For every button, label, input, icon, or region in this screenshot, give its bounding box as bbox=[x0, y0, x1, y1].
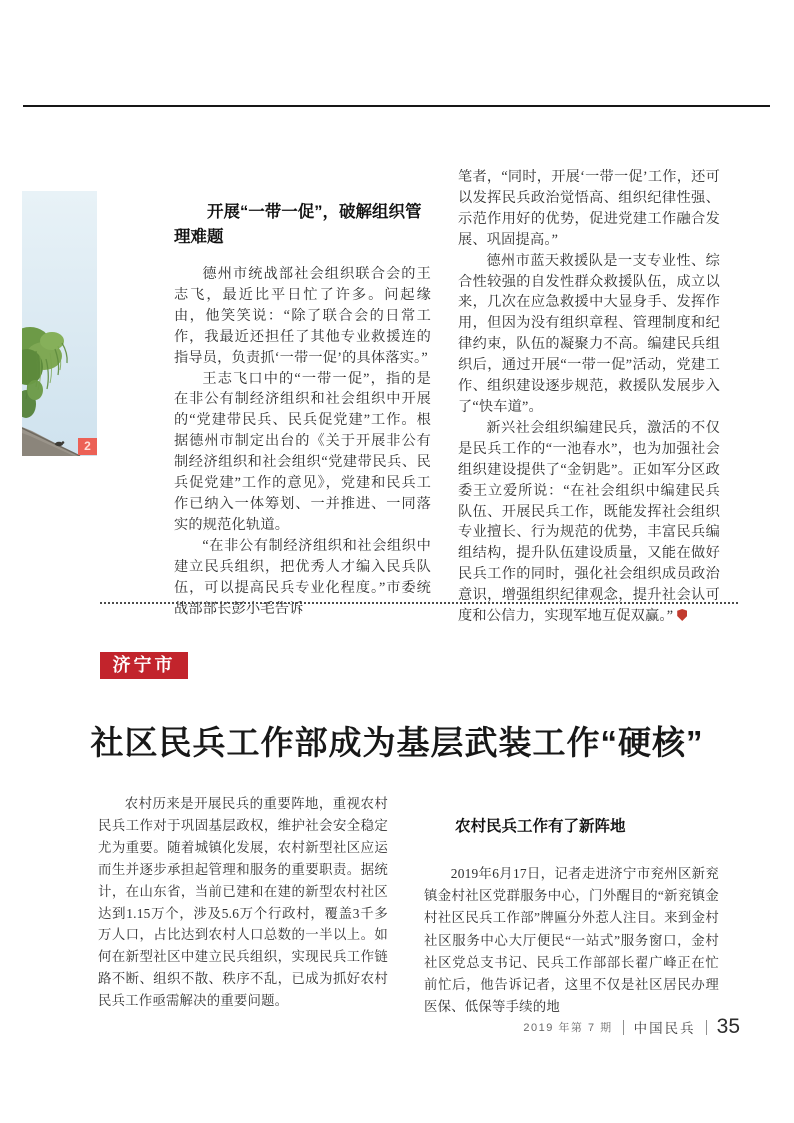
paragraph bbox=[458, 418, 720, 627]
paragraph: 德州市统战部社会组织联合会的王志飞，最近比平日忙了许多。问起缘由，他笑笑说：“除了联合会的日常工作，我最近还担任了其他专业救援连的指导员，负责抓‘一带一促’的具体落实。” bbox=[174, 266, 431, 366]
paragraph: “在非公有制经济组织和社会组织中建立民兵组织，把优秀人才编入民兵队伍，可以提高民兵专业化程度。”市委统战部部长彭小毛告诉 bbox=[174, 537, 431, 617]
paragraph: 2019年6月17日，记者走进济宁市兖州区新兖镇金村社区党群服务中心，门外醒目的“新兖镇金村社区民兵工作部”牌匾分外惹人注目。来到金村社区服务中心大厅便民“一站式”服务窗口，金村社区党总支书记、民兵工作部部长翟广峰正在忙前忙后，他告诉记者，这里不仅是社区居民办理医保、低保等手续的地 bbox=[424, 866, 719, 1015]
bottom-article-column-1 bbox=[98, 793, 388, 1012]
section-divider bbox=[100, 602, 738, 604]
photo-number-badge: 2 bbox=[78, 438, 97, 455]
footer-divider bbox=[623, 1020, 624, 1035]
footer-divider bbox=[706, 1020, 707, 1035]
sub-heading: 农村民兵工作有了新阵地 bbox=[455, 818, 626, 835]
footer-page-number: 35 bbox=[716, 1015, 740, 1038]
paragraph: 笔者，“同时，开展‘一带一促’工作，还可以发挥民兵政治觉悟高、组织纪律性强、示范作用好的优势，促进党建工作融合发展、巩固提高。” bbox=[458, 169, 720, 248]
bottom-article-column-2 bbox=[424, 816, 719, 1018]
page-footer bbox=[523, 1014, 740, 1040]
willow-photo-illustration bbox=[22, 191, 97, 456]
paragraph: 德州市蓝天救援队是一支专业性、综合性较强的自发性群众救援队伍，成立以来，几次在应急救援中大显身手、发挥作用，但因为没有组织章程、管理制度和纪律约束，队伍的凝聚力不高。编建民兵组织后，通过开展“一带一促”活动，党建工作、组织建设逐步规范，救援队发展步入了“快车道”。 bbox=[458, 252, 720, 415]
paragraph: 王志飞口中的“一带一促”，指的是在非公有制经济组织和社会组织中开展的“党建带民兵、民兵促党建”工作。根据德州市制定出台的《关于开展非公有制经济组织和社会组织“党建带民兵、民兵促党建”工作的意见》，党建和民兵工作已纳入一体筹划、一并推进、一同落实的规范化轨道。 bbox=[174, 370, 431, 533]
footer-magazine-name: 中国民兵 bbox=[633, 1021, 696, 1036]
top-article-column-1 bbox=[174, 200, 431, 619]
footer-issue: 2019 年第 7 期 bbox=[523, 1022, 613, 1034]
paragraph-text: 新兴社会组织编建民兵，激活的不仅是民兵工作的“一池春水”，也为加强社会组织建设提供了“金钥匙”。正如军分区政委王立爱所说：“在社会组织中编建民兵队伍、开展民兵工作，既能发挥社会组织专业擅长、行为规范的优势，丰富民兵编组结构，提升队伍建设质量，又能在做好民兵工作的同时，强化社会组织成员政治意识，增强组织纪律观念，提升社会认可度和公信力，实现军地互促双赢。” bbox=[458, 419, 720, 625]
article-section-heading: 开展“一带一促”，破解组织管理难题 bbox=[174, 203, 422, 246]
top-rule bbox=[23, 105, 770, 107]
region-tag: 济宁市 bbox=[100, 652, 188, 679]
top-article-column-2 bbox=[458, 167, 720, 627]
willow-photo bbox=[22, 191, 97, 456]
end-of-article-shield-icon bbox=[677, 609, 687, 621]
article-headline: 社区民兵工作部成为基层武装工作“硬核” bbox=[90, 724, 704, 762]
paragraph: 农村历来是开展民兵的重要阵地，重视农村民兵工作对于巩固基层政权，维护社会安全稳定尤为重要。随着城镇化发展，农村新型社区应运而生并逐步承担起管理和服务的重要职责。据统计，在山东省，当前已建和在建的新型农村社区达到1.15万个，涉及5.6万个行政村，覆盖3千多万人口，占比达到农村人口总数的一半以上。如何在新型社区中建立民兵组织，实现民兵工作链路不断、组织不散、秩序不乱，已成为抓好农村民兵工作亟需解决的重要问题。 bbox=[98, 796, 388, 1009]
